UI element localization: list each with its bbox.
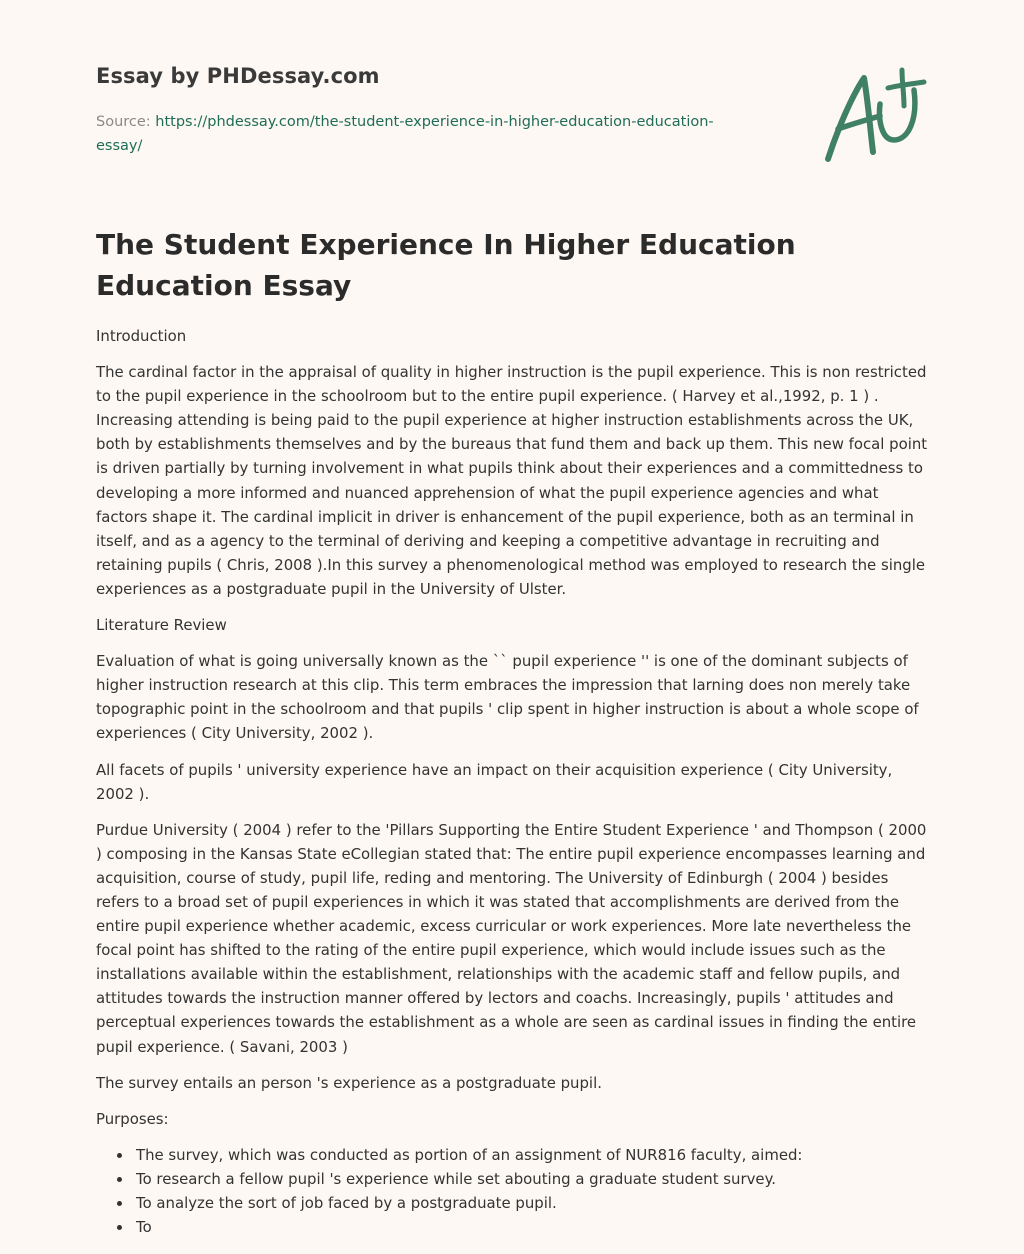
paragraph: All facets of pupils ' university experience have an impact on their acquisition experience ( City University, 2002 ). bbox=[96, 760, 893, 803]
section-heading: Introduction bbox=[96, 327, 187, 345]
list-item: The survey, which was conducted as portion of an assignment of NUR816 faculty, aimed: bbox=[136, 1143, 928, 1167]
list-item: To bbox=[136, 1215, 928, 1239]
purpose-list bbox=[96, 1143, 928, 1239]
source-link[interactable]: https://phdessay.com/the-student-experience-in-higher-education-education-essay/ bbox=[96, 114, 714, 154]
essay-body bbox=[96, 324, 928, 1239]
section-heading: Purposes: bbox=[96, 1109, 169, 1128]
paragraph: Purdue University ( 2004 ) refer to the 'Pillars Supporting the Entire Student Experience ' and Thompson ( 2000 ) composing in the Kansas State eCollegian stated that: The entire pupil experience encompasses learning and acquisition, course of study, pupil life, reding and mentoring. The University of Edinburgh ( 2004 ) besides refers to a broad set of pupil experiences in which it was stated that accomplishments are derived from the entire pupil experience whether academic, excess curricular or work experiences. More late nevertheless the focal point has shifted to the rating of the entire pupil experience, which would include issues such as the installations available within the establishment, relationships with the academic staff and fellow pupils, and attitudes towards the instruction manner offered by lectors and coachs. Increasingly, pupils ' attitudes and perceptual experiences towards the establishment as a whole are seen as cardinal issues in finding the entire pupil experience. ( Savani, 2003 ) bbox=[96, 820, 927, 1056]
essay-title: The Student Experience In Higher Education Education Essay bbox=[96, 228, 796, 302]
list-item: To research a fellow pupil 's experience while set abouting a graduate student survey. bbox=[136, 1167, 928, 1191]
site-brand: Essay by PHDessay.com bbox=[96, 64, 380, 88]
paragraph: Evaluation of what is going universally known as the `` pupil experience '' is one of the dominant subjects of higher instruction research at this clip. This term embraces the impression that larning does non merely take topographic point in the schoolroom and that pupils ' clip spent in higher instruction is about a whole scope of experiences ( City University, 2002 ). bbox=[96, 652, 919, 743]
paragraph: The survey entails an person 's experience as a postgraduate pupil. bbox=[96, 1073, 602, 1092]
source-line bbox=[96, 110, 756, 158]
source-label: Source: bbox=[96, 114, 156, 130]
essay-sections bbox=[96, 324, 928, 1131]
a-plus-logo-icon bbox=[818, 66, 930, 166]
list-item: To analyze the sort of job faced by a postgraduate pupil. bbox=[136, 1191, 928, 1215]
paragraph: The cardinal factor in the appraisal of quality in higher instruction is the pupil experience. This is non restricted to the pupil experience in the schoolroom but to the entire pupil experience. ( Harvey et al.,1992, p. 1 ) . Increasing attending is being paid to the pupil experience at higher instruction establishments across the UK, both by establishments themselves and by the bureaus that fund them and back up them. This new focal point is driven partially by turning involvement in what pupils think about their experiences and a committedness to developing a more informed and nuanced apprehension of what the pupil experience agencies and what factors shape it. The cardinal implicit in driver is enhancement of the pupil experience, both as an terminal in itself, and as a agency to the terminal of deriving and keeping a competitive advantage in recruiting and retaining pupils ( Chris, 2008 ).In this survey a phenomenological method was employed to research the single experiences as a postgraduate pupil in the University of Ulster. bbox=[96, 363, 928, 598]
section-heading: Literature Review bbox=[96, 616, 227, 635]
